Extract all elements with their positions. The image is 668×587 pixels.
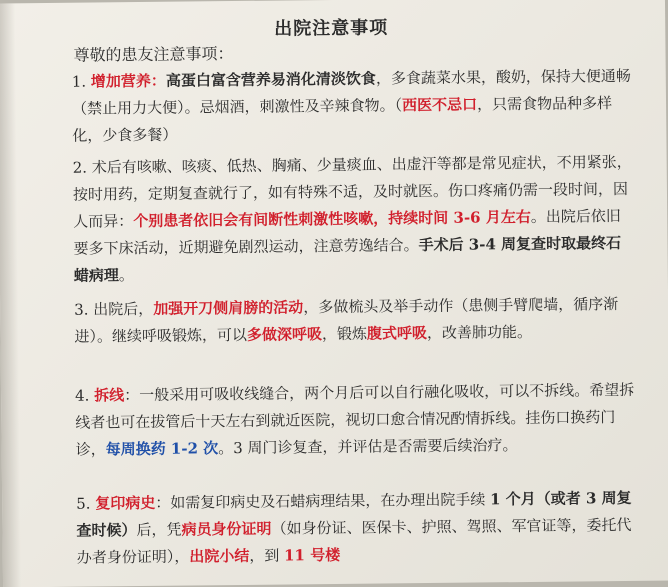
- item-heading: 复印病史: [95, 493, 156, 513]
- item-heading: 增加营养：: [90, 71, 166, 91]
- item-emphasis: 1 个月（或者 3 周复查时候）: [76, 488, 632, 540]
- document-title: 出院注意事项: [274, 17, 389, 40]
- item-highlight: 病员身份证明: [181, 519, 272, 539]
- greeting-line: 尊敬的患友注意事项：: [73, 44, 234, 65]
- item-highlight: 西医不忌口: [401, 95, 478, 115]
- item-highlight: 加强开刀侧肩膀的活动: [153, 298, 304, 318]
- item-3-exercise: [74, 291, 635, 351]
- item-text: ：如需复印病史及石蜡病理结果，在办理出院手续: [155, 490, 491, 512]
- item-text: 后，凭: [136, 520, 182, 540]
- item-2-symptoms: [73, 149, 634, 290]
- item-1-nutrition: [72, 63, 633, 150]
- item-5-records: [76, 485, 637, 572]
- item-heading: 拆线: [94, 386, 125, 405]
- item-text: 1.: [71, 72, 91, 91]
- item-4-stitches: [75, 377, 636, 464]
- item-emphasis: 手术后 3-4 周复查时取最终石蜡病理: [73, 233, 622, 285]
- item-highlight: 个别患者依旧会有间断性刺激性咳嗽，持续时间 3-6 月左右: [133, 207, 531, 231]
- item-text: ，多食蔬菜水果，酸奶，保持大便通畅（禁止用力大便）。忌烟酒，刺激性及辛辣食物。（: [71, 66, 631, 118]
- item-text: ，到: [249, 546, 285, 565]
- item-highlight: 多做深呼吸: [246, 325, 323, 344]
- item-text: 4.: [74, 386, 95, 405]
- item-text: （如身份证、医保卡、护照、驾照、军官证等，委托代办者身份证明），: [76, 515, 632, 567]
- page-shadow: [0, 3, 21, 587]
- item-text: 。: [118, 266, 134, 285]
- item-text: 。出院后依旧要多下床活动，近期避免剧烈运动，注意劳逸结合。: [73, 206, 621, 258]
- item-text: ，锻炼: [321, 324, 368, 344]
- item-text: ：一般采用可吸收线缝合，两个月后可以自行融化吸收，可以不拆线。希望拆线者也可在拔管后十天左右到就近医院，视切口愈合情况酌情拆线。挂伤口换药门诊，: [75, 380, 635, 459]
- item-text: ，多做梳头及举手动作（患侧手臂爬墙，循序渐进）。继续呼吸锻炼，可以: [74, 295, 619, 346]
- item-highlight: 腹式呼吸: [366, 324, 428, 343]
- item-highlight: 出院小结: [189, 546, 250, 566]
- item-emphasis: 高蛋白富含营养易消化清淡饮食: [165, 69, 376, 90]
- item-text: 3. 出院后，: [74, 299, 154, 319]
- item-text: ，改善肺功能。: [426, 322, 533, 343]
- item-highlight-blue: 每周换药 1-2 次: [105, 439, 219, 459]
- item-text: 2. 术后有咳嗽、咳痰、低热、胸痛、少量痰血、出虚汗等都是常见症状，不用紧张，按时用药，定期复查就行了，如有特殊不适，及时就医。伤口疼痛仍需一段时间，因人而异：: [72, 152, 632, 231]
- item-text: 。3 周门诊复查，并评估是否需要后续治疗。: [218, 436, 518, 458]
- item-text: 5.: [76, 494, 96, 513]
- item-highlight: 11 号楼: [283, 545, 341, 565]
- item-text: ，只需食物品种多样化，少食多餐）: [72, 94, 613, 145]
